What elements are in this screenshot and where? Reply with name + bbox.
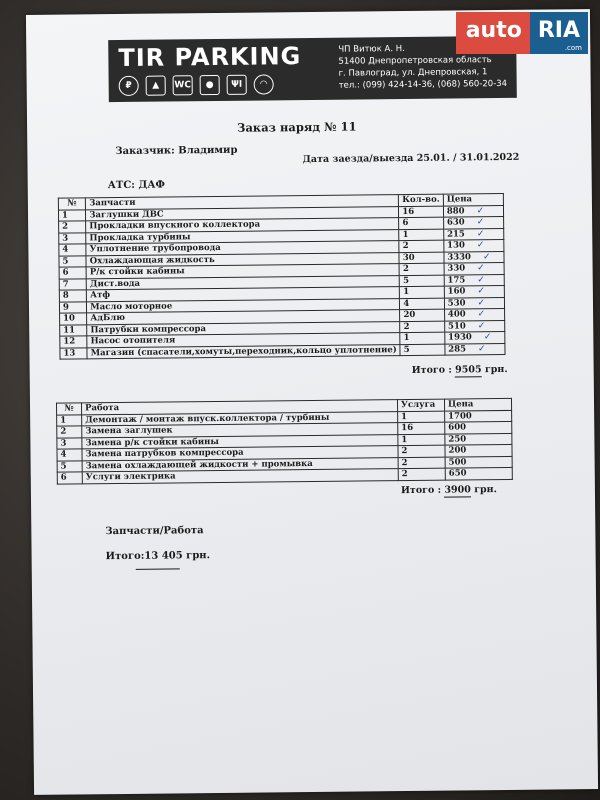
- autoria-watermark: [456, 12, 588, 54]
- works-col-number: №: [56, 403, 81, 415]
- parts-row-price: [444, 251, 504, 263]
- works-row-price-text: 500: [448, 456, 467, 468]
- works-row-price: [445, 433, 512, 445]
- address-line-1: 51400 Днепропетровская область: [338, 55, 492, 67]
- works-row-qty: [398, 411, 445, 423]
- works-row-qty-text: 1: [401, 434, 408, 445]
- works-row-price: [445, 467, 512, 479]
- parts-row-price-text: 3330: [447, 251, 472, 263]
- parts-row-name-text: Насос отопителя: [90, 335, 176, 347]
- parts-col-qty: Кол-во.: [399, 194, 444, 206]
- parts-row-qty-text: 20: [403, 309, 416, 321]
- parts-row-qty-text: 2: [403, 321, 410, 332]
- parts-row-number: [60, 336, 87, 348]
- parts-row-qty: [400, 321, 445, 333]
- parts-row-qty: [400, 298, 445, 310]
- address-line-2: г. Павлоград, ул. Днепровская, 1: [338, 67, 488, 79]
- parts-row-number: [59, 255, 86, 267]
- parts-row-price: [443, 205, 503, 217]
- parts-row-qty-text: 2: [402, 263, 409, 275]
- person-icon: ●: [200, 75, 220, 95]
- customer-line: Заказчик: Владимир: [115, 144, 238, 158]
- parts-row-qty-text: 2: [402, 240, 409, 252]
- parts-row-price: [444, 285, 504, 297]
- parts-row-number: [59, 221, 86, 233]
- checkmark-icon: ✓: [477, 274, 485, 285]
- parts-row-qty: [399, 217, 444, 229]
- parking-icon: ₽: [119, 76, 139, 96]
- parts-row-number-text: 3: [62, 233, 69, 244]
- parts-row-price: [445, 343, 505, 355]
- document-page: [26, 9, 598, 795]
- parts-row-price-text: 880: [446, 205, 465, 217]
- parts-row-number-text: 4: [62, 244, 69, 255]
- checkmark-icon: ✓: [477, 309, 486, 320]
- works-row-qty-text: 16: [401, 422, 414, 434]
- car-icon: ▲: [146, 76, 166, 96]
- parts-row-qty-text: 1: [403, 286, 410, 298]
- parts-row-price: [444, 239, 504, 251]
- works-row-number-text: 2: [60, 426, 67, 437]
- parts-row-qty-text: 6: [402, 217, 409, 229]
- works-row-name-text: Замена охлаждающей жидкости + промывка: [85, 458, 313, 471]
- works-row-price-text: 650: [448, 468, 467, 479]
- vehicle-line: АТС: ДАФ: [107, 179, 166, 192]
- parts-row-price: [444, 262, 504, 274]
- parts-row-price-text: 330: [447, 263, 466, 274]
- checkmark-icon: ✓: [476, 217, 485, 228]
- parts-row-qty: [400, 286, 445, 298]
- parts-row-number-text: 5: [62, 256, 69, 267]
- parts-row-price-text: 160: [447, 286, 466, 297]
- parts-row-number-text: 1: [61, 210, 69, 221]
- parts-row-qty-text: 4: [403, 298, 410, 309]
- works-col-price: Цена: [444, 398, 511, 410]
- works-row-number-text: 6: [60, 472, 67, 483]
- parts-row-number: [60, 313, 87, 325]
- wc-icon: WC: [173, 75, 193, 95]
- phone-line: тел.: (099) 424-14-36, (068) 560-20-34: [338, 78, 508, 91]
- works-row-number: [57, 449, 82, 461]
- parts-row-price-text: 1930: [448, 332, 472, 343]
- works-row-price-text: 1700: [448, 410, 472, 422]
- parts-row-number: [60, 324, 87, 336]
- brand-name: TIR PARKING: [118, 42, 302, 73]
- parts-total-label: Итого :: [411, 364, 452, 376]
- parts-col-price: Цена: [443, 193, 503, 205]
- checkmark-icon: ✓: [477, 320, 486, 331]
- summary-underline: [136, 568, 180, 569]
- works-row-price: [445, 444, 512, 456]
- parts-row-number: [59, 244, 86, 256]
- checkmark-icon: ✓: [477, 263, 485, 274]
- works-row-number-text: 3: [60, 438, 67, 449]
- works-row-qty: [398, 434, 445, 446]
- parts-row-qty: [399, 240, 444, 252]
- parts-row-number-text: 11: [63, 324, 76, 336]
- parts-row-name-text: Патрубки компрессора: [90, 323, 207, 335]
- parts-row-number: [59, 267, 86, 279]
- parts-row-price-text: 530: [447, 297, 466, 309]
- checkmark-icon: ✓: [477, 286, 485, 297]
- works-row-qty: [398, 445, 445, 457]
- works-row-price-text: 600: [448, 422, 467, 433]
- works-row-price: [445, 410, 512, 422]
- works-row-number: [57, 414, 82, 426]
- parts-col-number: №: [58, 198, 85, 210]
- parts-row-number: [59, 278, 86, 290]
- works-row-qty-text: 1: [401, 411, 408, 422]
- works-total-value: 3900: [444, 484, 471, 496]
- parts-row-number-text: 7: [62, 279, 69, 290]
- parts-row-number-text: 9: [62, 302, 69, 313]
- parts-row-number: [59, 290, 86, 302]
- summary-total: Итого:13 405 грн.: [105, 550, 211, 563]
- parts-row-name-text: Атф: [90, 290, 111, 301]
- parts-row-qty-text: 30: [402, 252, 415, 263]
- works-col-name: Работа: [81, 400, 397, 415]
- works-row-number-text: 4: [60, 449, 67, 460]
- works-row-price: [445, 421, 512, 433]
- parts-row-price-text: 215: [446, 228, 465, 240]
- parts-col-name: Запчасти: [86, 195, 399, 210]
- parts-row-qty-text: 5: [403, 344, 410, 355]
- checkmark-icon: ✓: [477, 343, 486, 354]
- works-row-number: [57, 437, 82, 449]
- parts-row-qty: [399, 252, 444, 264]
- works-row-qty: [398, 422, 445, 434]
- parts-row-price: [445, 331, 505, 343]
- parts-row-price: [444, 320, 504, 332]
- dates-line: Дата заезда/выезда 25.01. / 31.01.2022: [302, 151, 520, 166]
- parts-row-qty: [399, 206, 444, 218]
- food-icon: ΨΙ: [227, 75, 247, 95]
- works-col-qty: Услуга: [397, 399, 444, 411]
- watermark-domain: .com: [564, 44, 582, 52]
- parts-row-qty: [399, 263, 444, 275]
- works-row-number-text: 5: [60, 461, 67, 472]
- works-total: [401, 484, 497, 496]
- works-row-price-text: 250: [448, 433, 467, 445]
- works-row-name-text: Замена патрубков компрессора: [85, 447, 244, 460]
- works-row-name-text: Замена р/к стойки кабины: [85, 436, 219, 448]
- parts-row-qty-text: 5: [403, 275, 410, 286]
- works-row-name-text: Услуги электрика: [85, 471, 176, 483]
- parts-row-price: [444, 308, 504, 320]
- watermark-auto: auto: [456, 12, 530, 54]
- works-row-number-text: 1: [60, 415, 67, 426]
- parts-row-number-text: 6: [62, 267, 69, 278]
- parts-row-number: [59, 301, 86, 313]
- service-icons: [119, 74, 274, 96]
- works-row-number: [57, 460, 82, 472]
- parts-row-price-text: 400: [447, 309, 466, 320]
- works-row-qty-text: 2: [401, 457, 408, 468]
- parts-row-price: [443, 228, 503, 240]
- checkmark-icon: ✓: [482, 251, 491, 262]
- parts-row-name-text: Магазин (спасатели,хомуты,переходник,кольцо уплотнение): [90, 344, 397, 358]
- parts-row-name-text: Охлаждающая жидкость: [89, 254, 215, 266]
- parts-row-number-text: 12: [63, 336, 76, 347]
- works-row-number: [57, 472, 82, 484]
- parts-total-currency: грн.: [484, 363, 508, 376]
- parts-row-qty: [400, 332, 445, 344]
- works-row-qty-text: 2: [401, 446, 408, 457]
- parts-row-price: [444, 274, 504, 286]
- parts-row-qty-text: 1: [403, 332, 410, 344]
- checkmark-icon: ✓: [476, 228, 485, 239]
- parts-total: [412, 364, 508, 376]
- parts-total-value: 9505: [455, 364, 482, 376]
- parts-row-price-text: 510: [447, 320, 466, 332]
- company-name: ЧП Витюк А. Н.: [338, 44, 405, 55]
- checkmark-icon: ✓: [476, 205, 485, 216]
- parts-table: [58, 193, 506, 360]
- works-row-qty-text: 2: [401, 469, 408, 480]
- summary-title: Запчасти/Работа: [105, 525, 204, 538]
- parts-row-qty: [399, 229, 444, 241]
- wifi-icon: ◠: [254, 74, 274, 94]
- parts-row-name-text: Заглушки ДВС: [89, 209, 164, 220]
- watermark-ria: [530, 12, 588, 54]
- works-total-currency: грн.: [474, 484, 497, 496]
- checkmark-icon: ✓: [483, 332, 492, 343]
- parts-row-number: [58, 209, 85, 221]
- parts-row-name-text: Прокладка турбины: [89, 231, 191, 243]
- parts-row-name-text: Масло моторное: [90, 300, 173, 312]
- parts-row-name-text: Уплотнение трубопровода: [89, 242, 221, 255]
- parts-row-number: [60, 347, 87, 359]
- watermark-ria-text: RIA: [537, 18, 580, 43]
- parts-row-qty: [400, 275, 445, 287]
- parts-row-number-text: 13: [63, 347, 76, 359]
- parts-row-name-text: Прокладки впускного коллектора: [89, 219, 261, 232]
- parts-row-number: [59, 232, 86, 244]
- parts-row-qty: [400, 309, 445, 321]
- parts-row-name-text: Р/к стойки кабины: [89, 266, 185, 278]
- parts-row-price: [443, 216, 503, 228]
- parts-row-price-text: 175: [447, 274, 466, 286]
- works-table: [56, 398, 513, 484]
- works-row-qty: [398, 468, 445, 480]
- parts-row-name-text: Дист.вода: [89, 278, 141, 289]
- parts-row-number-text: 2: [62, 221, 69, 232]
- parts-row-qty-text: 16: [402, 206, 415, 217]
- works-row-name-text: Демонтаж / монтаж впуск.коллектора / турбины: [85, 412, 330, 425]
- parts-row-name-text: АдБлю: [90, 312, 125, 324]
- parts-row-number-text: 10: [63, 313, 76, 324]
- works-row-qty: [398, 457, 445, 469]
- parts-row-qty: [400, 344, 445, 356]
- parts-row-price-text: 630: [446, 217, 465, 228]
- checkmark-icon: ✓: [477, 297, 486, 308]
- checkmark-icon: ✓: [476, 240, 485, 251]
- works-row-number: [57, 426, 82, 438]
- parts-row-price: [444, 297, 504, 309]
- works-row-name-text: Замена заглушек: [85, 425, 173, 437]
- parts-row-number-text: 8: [62, 290, 69, 301]
- parts-row-qty-text: 1: [402, 229, 409, 240]
- parts-row-price-text: 130: [447, 240, 465, 251]
- parts-row-price-text: 285: [448, 343, 467, 355]
- works-row-price: [445, 456, 512, 468]
- works-row-price-text: 200: [448, 445, 467, 456]
- order-title: Заказ наряд № 11: [237, 119, 357, 135]
- works-total-label: Итого :: [400, 484, 442, 497]
